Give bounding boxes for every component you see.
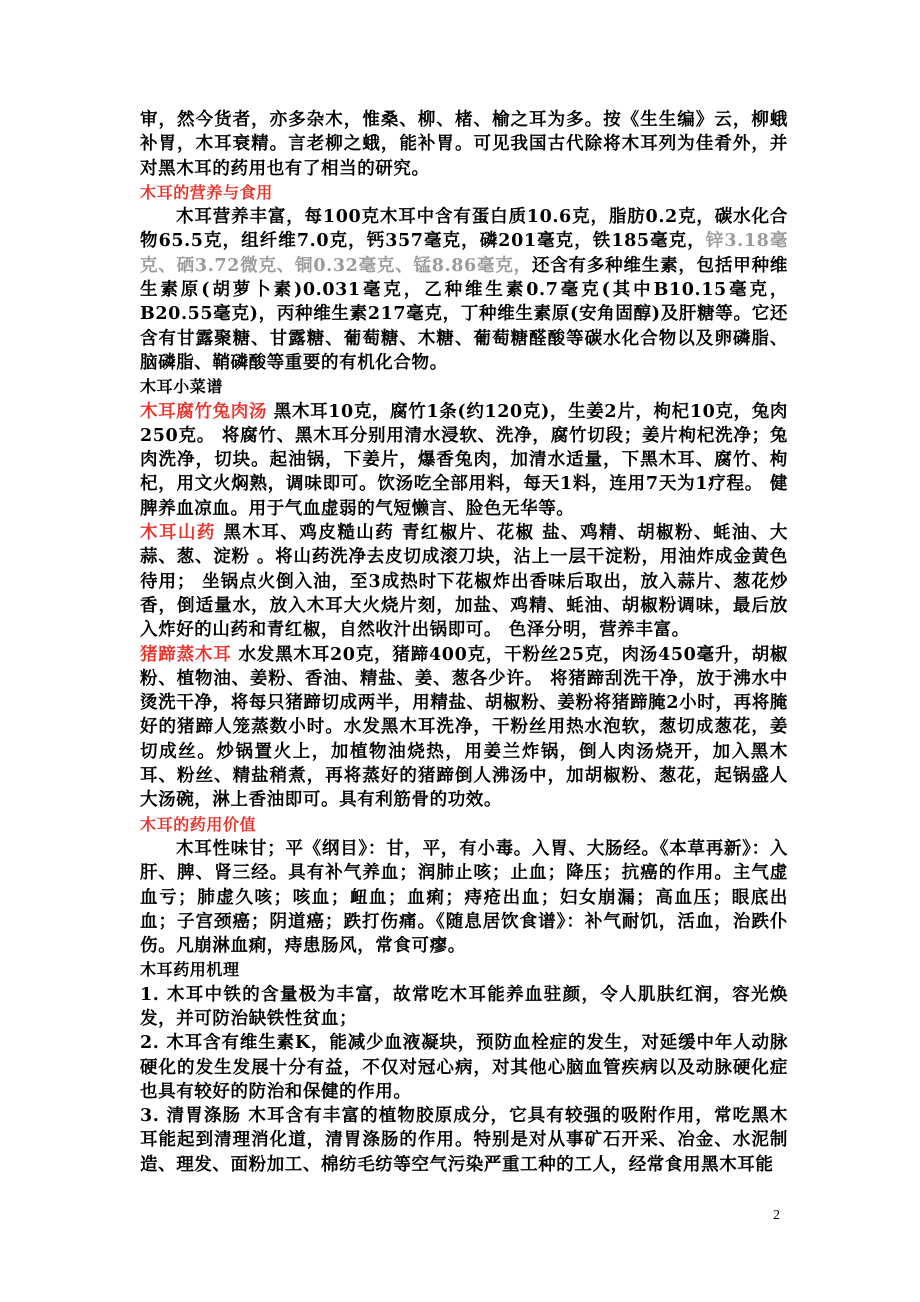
nutrition-text-2: 还含有多种维生素，包括甲种维生素原(胡萝卜素)0.031毫克，乙种维生素0.7毫克(其中B10.15毫克，B20.55毫克)，丙种维生素217毫克，丁种维生素原(安角固醇)及肝糖等。它还含有甘露聚糖、甘露糖、葡萄糖、木糖、葡萄糖醛酸等碳水化合物以及卵磷脂、脑磷脂、鞘磷酸等重要的有机化合物。 <box>140 255 788 373</box>
page-number: 2 <box>773 1208 780 1223</box>
mechanism-item-3: 3. 清胃涤肠 木耳含有丰富的植物胶原成分，它具有较强的吸附作用，常吃黑木耳能起到清理消化道，清胃涤肠的作用。特别是对从事矿石开采、冶金、水泥制造、理发、面粉加工、棉纺毛纺等空气污染严重工种的工人，经常食用黑木耳能 <box>140 1106 788 1175</box>
nutrition-heading: 木耳的营养与食用 <box>140 182 273 202</box>
recipe-2-name: 木耳山药 <box>140 523 216 544</box>
recipe-2-text: 黑木耳、鸡皮糙山药 青红椒片、花椒 盐、鸡精、胡椒粉、蚝油、大蒜、葱、淀粉 。将山药洗净去皮切成滚刀块，沾上一层干淀粉，用油炸成金黄色待用； 坐锅点火倒入油，至3成热时下花椒炸出香味后取出，放入蒜片、葱花炒香，倒适量水，放入木耳大火烧片刻，加盐、鸡精、蚝油、胡椒粉调味，最后放入炸好的山药和青红椒，自然收汁出锅即可。 色泽分明，营养丰富。 <box>140 523 788 641</box>
recipe-2 <box>140 521 788 642</box>
recipe-1-name: 木耳腐竹兔肉汤 <box>140 401 268 422</box>
document-body <box>140 108 788 1177</box>
medicinal-paragraph: 木耳性味甘；平《纲目》：甘，平，有小毒。入胃、大肠经。《本草再新》：入肝、脾、肾三经。具有补气养血；润肺止咳；止血；降压；抗癌的作用。主气虚血亏；肺虚久咳；咳血；衄血；血痢；痔疮出血；妇女崩漏；高血压；眼底出血；子宫颈癌；阴道癌；跌打伤痛。《随息居饮食谱》：补气耐饥，活血，治跌仆伤。凡崩淋血痢，痔患肠风，常食可瘳。 <box>140 838 788 957</box>
recipe-1 <box>140 400 788 521</box>
intro-paragraph: 审，然今货者，亦多杂木，惟桑、柳、楮、榆之耳为多。按《生生编》云，柳蛾补胃，木耳衰精。言老柳之蛾，能补胃。可见我国古代除将木耳列为佳肴外，并对黑木耳的药用也有了相当的研究。 <box>140 110 788 179</box>
recipe-1-text: 黑木耳10克，腐竹1条(约120克)，生姜2片，枸杞10克，兔肉250克。 将腐竹、黑木耳分别用清水浸软、洗净，腐竹切段；姜片枸杞洗净；兔肉洗净，切块。起油锅，下姜片，爆香兔肉，加清水适量，下黑木耳、腐竹、枸杞，用文火焖熟，调味即可。饮汤吃全部用料，每天1料，连用7天为1疗程。 健脾养血凉血。用于气血虚弱的气短懒言、脸色无华等。 <box>140 401 788 519</box>
mechanism-item-2: 2. 木耳含有维生素K，能减少血液凝块，预防血栓症的发生，对延缓中年人动脉硬化的发生发展十分有益，不仅对冠心病，对其他心脑血管疾病以及动脉硬化症也具有较好的防治和保健的作用。 <box>140 1033 788 1102</box>
recipe-3 <box>140 643 788 813</box>
recipe-3-text: 水发黑木耳20克，猪蹄400克，干粉丝25克，肉汤450毫升，胡椒粉、植物油、姜粉、香油、精盐、姜、葱各少许。 将猪蹄刮洗干净，放于沸水中烫洗干净，将每只猪蹄切成两半，用精盐、胡椒粉、姜粉将猪蹄腌2小时，再将腌好的猪蹄人笼蒸数小时。水发黑木耳洗净，干粉丝用热水泡软，葱切成葱花，姜切成丝。炒锅置火上，加植物油烧热，用姜兰炸锅，倒人肉汤烧开，加入黑木耳、粉丝、精盐稍煮，再将蒸好的猪蹄倒人沸汤中，加胡椒粉、葱花，起锅盛人大汤碗，淋上香油即可。具有利筋骨的功效。 <box>140 644 788 811</box>
nutrition-text-gray: 锌3.18毫克、硒3.72微克、铜0.32毫克、锰8.86毫克， <box>140 231 788 276</box>
medicinal-heading: 木耳的药用价值 <box>140 814 257 834</box>
recipes-heading: 木耳小菜谱 <box>140 377 224 397</box>
nutrition-paragraph <box>140 205 788 375</box>
mechanism-heading: 木耳药用机理 <box>140 960 240 980</box>
nutrition-text-1: 木耳营养丰富，每100克木耳中含有蛋白质10.6克，脂肪0.2克，碳水化合物65.5克，组纤维7.0克，钙357毫克，磷201毫克，铁185毫克， <box>140 207 788 252</box>
recipe-3-name: 猪蹄蒸木耳 <box>140 644 232 665</box>
mechanism-item-1: 1. 木耳中铁的含量极为丰富，故常吃木耳能养血驻颜，令人肌肤红润，容光焕发，并可防治缺铁性贫血； <box>140 984 788 1029</box>
